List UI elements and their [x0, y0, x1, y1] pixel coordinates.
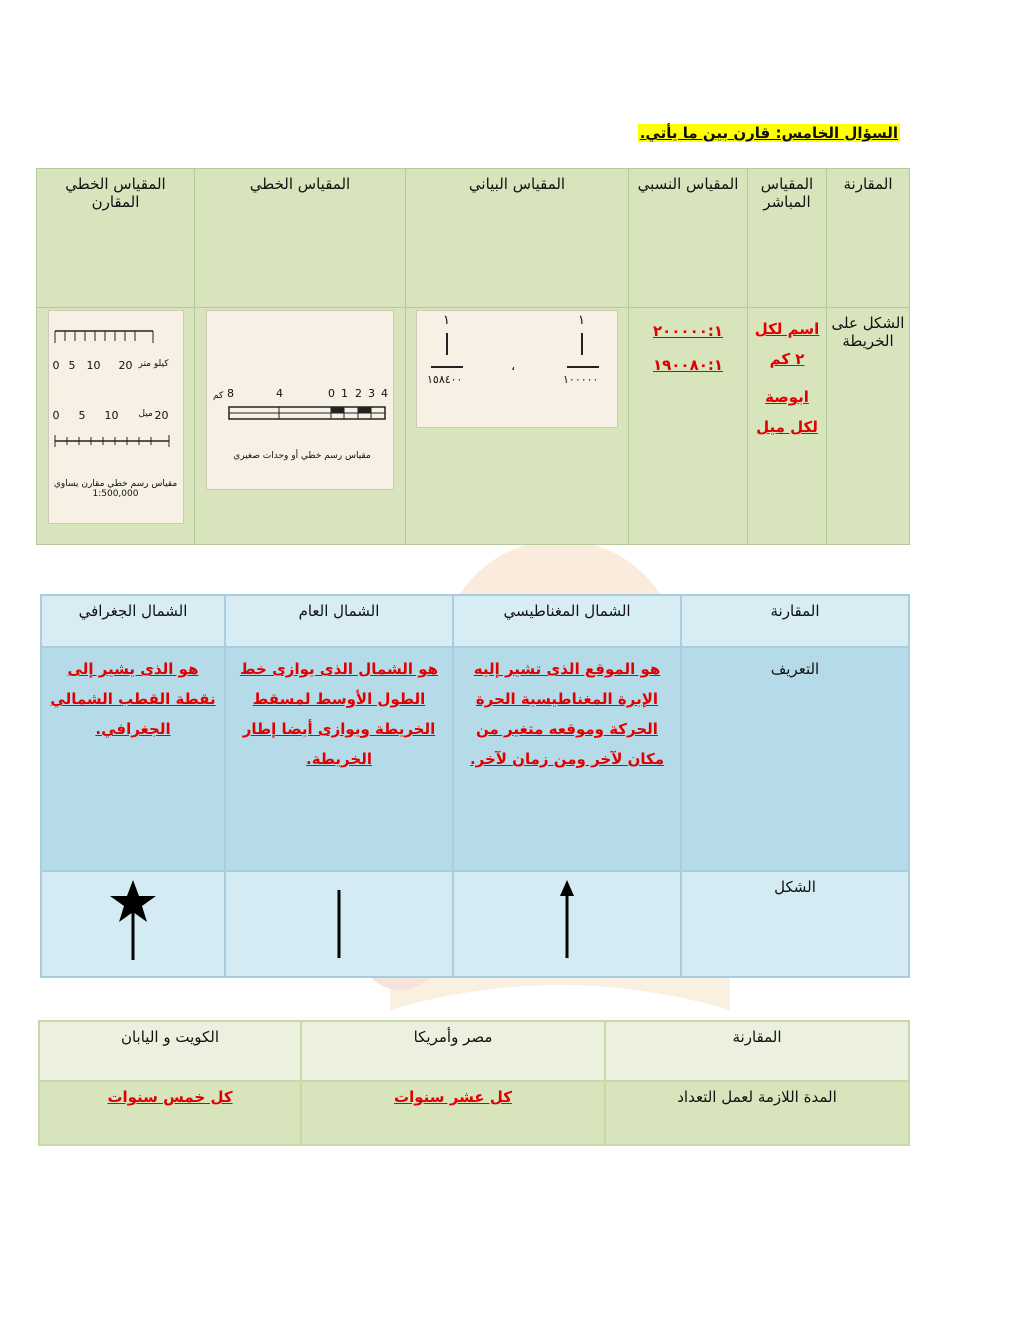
graphic-dot: ،: [511, 359, 516, 374]
graphic-left-bottom: ١٥٨٤٠٠: [427, 373, 463, 386]
compared-bottom-tick-10: 10: [104, 409, 119, 422]
graphic-right-top: ١: [578, 313, 585, 328]
direct-scale-1: اسم لكل ٢ كم: [754, 320, 820, 368]
relative-scale-1: ٢٠٠٠٠٠:١: [652, 322, 724, 340]
compared-top-unit: كيلو متر: [138, 359, 169, 369]
true-north-definition: هو الذى يشير إلى نقطة القطب الشمالي الجغرافي.: [50, 660, 216, 738]
header-linear-scale: المقياس الخطي: [195, 169, 406, 308]
compared-bottom-tick-0: 0: [52, 409, 60, 422]
header-comparison: المقارنة: [605, 1021, 909, 1081]
linear-scale-figure: [206, 310, 394, 490]
header-comparison: المقارنة: [827, 169, 910, 308]
linear-tick-0: 0: [328, 387, 335, 400]
grid-north-line-icon: [319, 878, 359, 962]
linear-tick-2: 2: [355, 387, 362, 400]
grid-north-definition: هو الشمال الذى يوازى خط الطول الأوسط لمسقط الخريطة ويوازى أيضا إطار الخريطة.: [239, 660, 439, 768]
row-label-census-period: المدة اللازمة لعمل التعداد: [605, 1081, 909, 1145]
linear-tick-1: 1: [341, 387, 348, 400]
kuwait-japan-period: كل خمس سنوات: [107, 1088, 233, 1106]
north-comparison-table: [40, 594, 910, 978]
linear-tick-4b: 4: [381, 387, 388, 400]
graphic-left-top: ١: [443, 313, 450, 328]
magnetic-north-arrow-icon: [547, 878, 587, 962]
header-egypt-usa: مصر وأمريكا: [301, 1021, 605, 1081]
header-direct-scale: المقياس المباشر: [748, 169, 827, 308]
page-title: السؤال الخامس: قارن بين ما يأتي.: [639, 124, 898, 142]
compared-scale-figure: [48, 310, 184, 524]
header-true-north: الشمال الجغرافي: [41, 595, 225, 647]
compared-bottom-tick-20: 20: [154, 409, 169, 422]
row-label-definition: التعريف: [681, 647, 909, 871]
row-label-shape: الشكل على الخريطة: [827, 308, 910, 545]
graphic-scale-figure: [416, 310, 618, 428]
scale-comparison-table: [36, 168, 910, 545]
census-comparison-table: [38, 1020, 910, 1146]
compared-top-tick-20: 20: [118, 359, 133, 372]
linear-tick-4a: 4: [276, 387, 283, 400]
egypt-usa-period: كل عشر سنوات: [394, 1088, 512, 1106]
header-compared-linear-scale: المقياس الخطي المقارن: [37, 169, 195, 308]
linear-tick-8: 8: [227, 387, 234, 400]
header-magnetic-north: الشمال المغناطيسي: [453, 595, 681, 647]
compared-bottom-tick-5: 5: [78, 409, 86, 422]
linear-tick-3: 3: [368, 387, 375, 400]
compared-caption: مقياس رسم خطي مقارن يساوي 1:500,000: [53, 479, 178, 499]
header-graphic-scale: المقياس البياني: [406, 169, 629, 308]
graphic-right-bottom: ١٠٠٠٠٠: [563, 373, 599, 386]
true-north-star-icon: [98, 878, 168, 962]
header-kuwait-japan: الكويت و اليابان: [39, 1021, 301, 1081]
compared-bottom-unit: ميل: [138, 409, 153, 419]
compared-top-tick-10: 10: [86, 359, 101, 372]
header-relative-scale: المقياس النسبي: [629, 169, 748, 308]
magnetic-north-definition: هو الموقع الذى تشير إليه الإبرة المغناطيسية الحرة الحركة وموقعه متغير من مكان لآخر ومن زمان لآخر.: [469, 660, 665, 768]
linear-caption: مقياس رسم خطي أو وحدات صغيري: [233, 451, 371, 461]
row-label-shape: الشكل: [681, 871, 909, 977]
linear-unit: كم: [213, 391, 224, 401]
header-grid-north: الشمال العام: [225, 595, 453, 647]
compared-top-tick-5: 5: [68, 359, 76, 372]
header-comparison: المقارنة: [681, 595, 909, 647]
direct-scale-2: ابوصة لكل ميل: [756, 388, 818, 436]
compared-top-tick-0: 0: [52, 359, 60, 372]
relative-scale-2: ١٩٠٠٨٠:١: [652, 356, 724, 374]
